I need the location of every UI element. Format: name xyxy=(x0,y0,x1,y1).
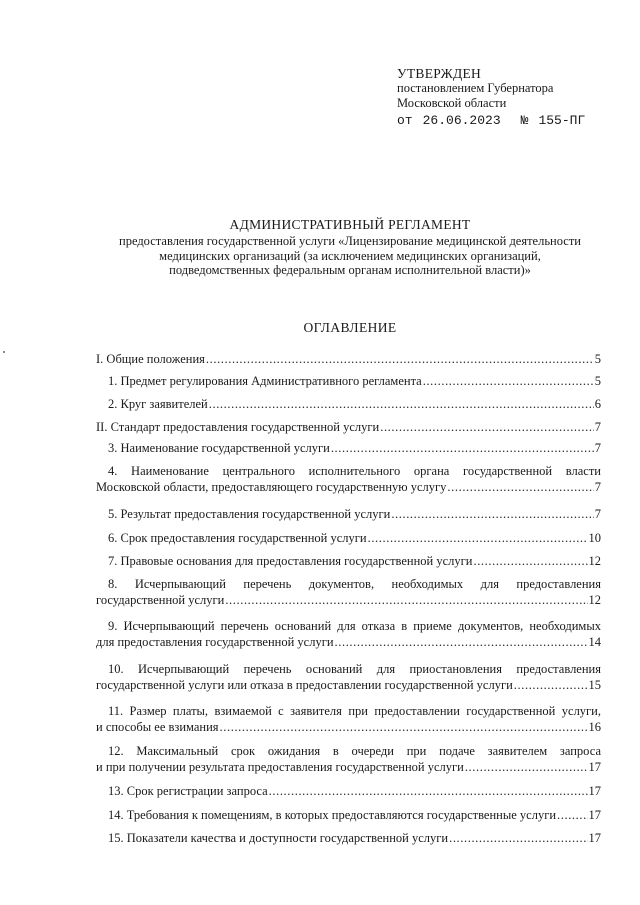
toc-entry-page: 7 xyxy=(594,507,601,521)
toc-entry-title: 5. Результат предоставления государственной услуги xyxy=(108,507,391,521)
toc-entry-page: 15 xyxy=(588,677,601,692)
toc-entry[interactable] xyxy=(96,352,601,368)
leader-dots xyxy=(368,531,588,547)
toc-entry-title: 1. Предмет регулирования Административного регламента xyxy=(108,374,422,388)
toc-entry[interactable] xyxy=(96,784,601,800)
toc-entry-title: и при получении результата предоставления государственной услуги xyxy=(96,759,464,774)
toc-entry-title-line-1: 11. Размер платы, взимаемой с заявителя при предоставлении государственной услуги, xyxy=(108,704,601,718)
toc-entry-title: и способы ее взимания xyxy=(96,719,219,734)
toc-entry[interactable] xyxy=(96,441,601,457)
leader-dots xyxy=(380,420,594,436)
toc-entry-title-line-1: 10. Исчерпывающий перечень оснований для приостановления предоставления xyxy=(108,662,601,676)
toc-entry[interactable] xyxy=(96,374,601,390)
approval-line-2: Московской области xyxy=(397,96,507,110)
leader-dots xyxy=(220,720,588,736)
toc-entry[interactable] xyxy=(96,420,601,436)
toc-entry-title: II. Стандарт предоставления государственной услуги xyxy=(96,420,380,434)
subject-line-2: медицинских организаций (за исключением медицинских организаций, xyxy=(159,248,541,263)
toc-entry-title: 6. Срок предоставления государственной услуги xyxy=(108,531,367,545)
toc-entry[interactable] xyxy=(96,507,601,523)
leader-dots xyxy=(206,352,594,368)
toc-entry[interactable] xyxy=(96,662,601,693)
toc-entry-title: I. Общие положения xyxy=(96,352,205,366)
toc-entry[interactable] xyxy=(96,464,601,495)
approval-date-line xyxy=(397,113,585,128)
toc-entry-page: 7 xyxy=(594,479,601,494)
toc-entry-title: для предоставления государственной услуги xyxy=(96,634,334,649)
approval-heading: УТВЕРЖДЕН xyxy=(397,66,482,81)
approval-line-1: постановлением Губернатора xyxy=(397,81,554,95)
leader-dots xyxy=(449,831,587,847)
toc-entry-page: 14 xyxy=(588,634,601,649)
toc-entry-title-line-1: 8. Исчерпывающий перечень документов, необходимых для предоставления xyxy=(108,577,601,591)
toc-entry[interactable] xyxy=(96,531,601,547)
toc-entry-page: 17 xyxy=(588,808,601,822)
toc-entry-title-line-1: 4. Наименование центрального исполнительного органа государственной власти xyxy=(108,464,601,478)
document-title xyxy=(100,216,600,278)
approval-date: 26.06.2023 xyxy=(422,113,501,128)
toc-entry-page: 12 xyxy=(588,592,601,607)
subject-line-1: предоставления государственной услуги «Лицензирование медицинской деятельности xyxy=(119,234,581,248)
toc-entry-title: 14. Требования к помещениям, в которых предоставляются государственные услуги xyxy=(108,808,557,822)
leader-dots xyxy=(447,480,593,496)
toc-entry-title-line-1: 9. Исчерпывающий перечень оснований для отказа в приеме документов, необходимых xyxy=(108,619,601,633)
toc-entry[interactable] xyxy=(96,619,601,650)
leader-dots xyxy=(423,374,594,390)
toc-entry-page: 7 xyxy=(594,441,601,455)
leader-dots xyxy=(225,593,587,609)
toc-entry-page: 17 xyxy=(588,759,601,774)
toc-entry-page: 12 xyxy=(588,554,601,568)
toc-entry-page: 10 xyxy=(588,531,601,545)
leader-dots xyxy=(514,678,588,694)
toc-entry[interactable] xyxy=(96,808,601,824)
toc-entry-title: 2. Круг заявителей xyxy=(108,397,208,411)
toc-entry-page: 16 xyxy=(588,719,601,734)
toc-entry-title: 15. Показатели качества и доступности государственной услуги xyxy=(108,831,449,845)
approval-stamp xyxy=(397,66,585,128)
leader-dots xyxy=(465,760,588,776)
toc-entry[interactable] xyxy=(96,554,601,570)
toc-entry-title: Московской области, предоставляющего государственную услугу xyxy=(96,479,447,494)
toc-entry-title: 7. Правовые основания для предоставления государственной услуги xyxy=(108,554,473,568)
leader-dots xyxy=(269,784,588,800)
toc-entry-title-line-1: 12. Максимальный срок ожидания в очереди при подаче заявителем запроса xyxy=(108,744,601,758)
leader-dots xyxy=(391,507,593,523)
date-prefix: от xyxy=(397,113,413,128)
toc-entry[interactable] xyxy=(96,744,601,775)
number-sign: № xyxy=(520,113,529,128)
leader-dots xyxy=(335,635,588,651)
leader-dots xyxy=(209,397,594,413)
subject-line-3: подведомственных федеральным органам исполнительной власти)» xyxy=(169,263,531,277)
toc-entry-title: 13. Срок регистрации запроса xyxy=(108,784,268,798)
toc-entry-page: 6 xyxy=(594,397,601,411)
document-subject xyxy=(100,234,600,278)
leader-dots xyxy=(473,554,587,570)
document-type: АДМИНИСТРАТИВНЫЙ РЕГЛАМЕНТ xyxy=(229,217,471,232)
toc-entry-page: 17 xyxy=(588,784,601,798)
toc-entry-title: 3. Наименование государственной услуги xyxy=(108,441,330,455)
toc-entry-title: государственной услуги xyxy=(96,592,225,607)
toc-entry[interactable] xyxy=(96,577,601,608)
toc-entry[interactable] xyxy=(96,704,601,735)
toc-entry[interactable] xyxy=(96,397,601,413)
toc-heading: ОГЛАВЛЕНИЕ xyxy=(303,320,397,335)
toc-entry[interactable] xyxy=(96,831,601,847)
leader-dots xyxy=(557,808,587,824)
toc-entry-page: 7 xyxy=(594,420,601,434)
scan-speck xyxy=(3,351,5,353)
toc-entry-page: 5 xyxy=(594,352,601,366)
toc-entry-page: 17 xyxy=(588,831,601,845)
leader-dots xyxy=(331,441,594,457)
approval-number: 155-ПГ xyxy=(538,113,586,128)
toc-entry-title: государственной услуги или отказа в предоставлении государственной услуги xyxy=(96,677,513,692)
toc-entry-page: 5 xyxy=(594,374,601,388)
